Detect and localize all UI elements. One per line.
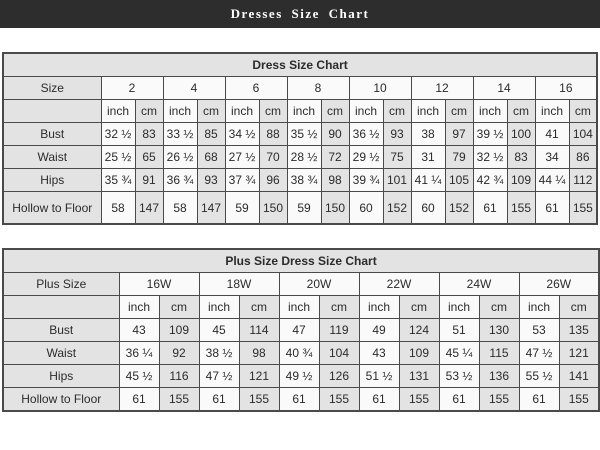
unit-inch-cell: inch [225, 100, 259, 123]
measurement-label: Hips [3, 365, 119, 388]
size-header-cell: 10 [349, 77, 411, 100]
value-cell: 61 [119, 388, 159, 412]
value-cell: 98 [239, 342, 279, 365]
value-cell: 55 ½ [519, 365, 559, 388]
value-cell: 155 [159, 388, 199, 412]
value-cell: 109 [507, 169, 535, 192]
value-cell: 35 ½ [287, 123, 321, 146]
value-cell: 155 [479, 388, 519, 412]
value-cell: 114 [239, 319, 279, 342]
value-cell: 61 [473, 192, 507, 225]
size-header-cell: 26W [519, 273, 599, 296]
value-cell: 92 [159, 342, 199, 365]
value-cell: 141 [559, 365, 599, 388]
value-cell: 155 [507, 192, 535, 225]
size-header-cell: 22W [359, 273, 439, 296]
table-row [3, 388, 599, 412]
value-cell: 29 ½ [349, 146, 383, 169]
value-cell: 61 [535, 192, 569, 225]
value-cell: 86 [569, 146, 597, 169]
value-cell: 47 [279, 319, 319, 342]
measurement-label: Bust [3, 319, 119, 342]
value-cell: 155 [319, 388, 359, 412]
value-cell: 60 [411, 192, 445, 225]
value-cell: 58 [163, 192, 197, 225]
measurement-label: Bust [3, 123, 101, 146]
value-cell: 135 [559, 319, 599, 342]
value-cell: 61 [199, 388, 239, 412]
value-cell: 27 ½ [225, 146, 259, 169]
value-cell: 91 [135, 169, 163, 192]
value-cell: 126 [319, 365, 359, 388]
value-cell: 147 [135, 192, 163, 225]
size-header-cell: 14 [473, 77, 535, 100]
value-cell: 41 ¼ [411, 169, 445, 192]
value-cell: 61 [279, 388, 319, 412]
value-cell: 155 [399, 388, 439, 412]
value-cell: 119 [319, 319, 359, 342]
value-cell: 43 [359, 342, 399, 365]
unit-inch-cell: inch [163, 100, 197, 123]
value-cell: 121 [559, 342, 599, 365]
value-cell: 58 [101, 192, 135, 225]
value-cell: 41 [535, 123, 569, 146]
size-header-cell: 8 [287, 77, 349, 100]
value-cell: 72 [321, 146, 349, 169]
size-header-cell: 6 [225, 77, 287, 100]
value-cell: 70 [259, 146, 287, 169]
value-cell: 36 ¼ [119, 342, 159, 365]
unit-cm-cell: cm [239, 296, 279, 319]
size-header-cell: 24W [439, 273, 519, 296]
value-cell: 88 [259, 123, 287, 146]
value-cell: 37 ¾ [225, 169, 259, 192]
unit-cm-cell: cm [159, 296, 199, 319]
value-cell: 31 [411, 146, 445, 169]
value-cell: 85 [197, 123, 225, 146]
page-title: Dresses Size Chart [230, 6, 370, 21]
unit-header-row [3, 100, 597, 123]
size-header-cell: 16W [119, 273, 199, 296]
unit-inch-cell: inch [473, 100, 507, 123]
value-cell: 38 ¾ [287, 169, 321, 192]
unit-cm-cell: cm [479, 296, 519, 319]
unit-cm-cell: cm [259, 100, 287, 123]
value-cell: 49 [359, 319, 399, 342]
value-cell: 98 [321, 169, 349, 192]
value-cell: 130 [479, 319, 519, 342]
value-cell: 101 [383, 169, 411, 192]
value-cell: 150 [259, 192, 287, 225]
unit-inch-cell: inch [279, 296, 319, 319]
value-cell: 100 [507, 123, 535, 146]
value-cell: 83 [135, 123, 163, 146]
value-cell: 131 [399, 365, 439, 388]
value-cell: 79 [445, 146, 473, 169]
value-cell: 51 [439, 319, 479, 342]
measurement-label: Waist [3, 342, 119, 365]
unit-inch-cell: inch [411, 100, 445, 123]
measurement-label: Hollow to Floor [3, 192, 101, 225]
value-cell: 33 ½ [163, 123, 197, 146]
value-cell: 53 [519, 319, 559, 342]
size-header-cell: 4 [163, 77, 225, 100]
value-cell: 152 [445, 192, 473, 225]
value-cell: 61 [359, 388, 399, 412]
size-charts-section [0, 52, 600, 412]
value-cell: 36 ¾ [163, 169, 197, 192]
value-cell: 155 [239, 388, 279, 412]
table-row [3, 169, 597, 192]
value-cell: 47 ½ [199, 365, 239, 388]
unit-inch-cell: inch [199, 296, 239, 319]
value-cell: 59 [287, 192, 321, 225]
dress-size-chart-table [2, 52, 598, 225]
measurement-label: Hollow to Floor [3, 388, 119, 412]
table-row [3, 365, 599, 388]
size-header-cell: 20W [279, 273, 359, 296]
value-cell: 136 [479, 365, 519, 388]
value-cell: 45 ¼ [439, 342, 479, 365]
value-cell: 42 ¾ [473, 169, 507, 192]
value-cell: 26 ½ [163, 146, 197, 169]
value-cell: 32 ½ [473, 146, 507, 169]
unit-cm-cell: cm [507, 100, 535, 123]
unit-cm-cell: cm [321, 100, 349, 123]
unit-cm-cell: cm [135, 100, 163, 123]
size-header-cell: 16 [535, 77, 597, 100]
value-cell: 34 [535, 146, 569, 169]
unit-cm-cell: cm [383, 100, 411, 123]
value-cell: 105 [445, 169, 473, 192]
size-header-cell: 18W [199, 273, 279, 296]
value-cell: 93 [383, 123, 411, 146]
value-cell: 60 [349, 192, 383, 225]
size-header-row [3, 273, 599, 296]
value-cell: 104 [319, 342, 359, 365]
value-cell: 83 [507, 146, 535, 169]
value-cell: 38 ½ [199, 342, 239, 365]
value-cell: 155 [559, 388, 599, 412]
header-banner [0, 0, 600, 28]
value-cell: 34 ½ [225, 123, 259, 146]
value-cell: 49 ½ [279, 365, 319, 388]
unit-inch-cell: inch [349, 100, 383, 123]
value-cell: 115 [479, 342, 519, 365]
unit-cm-cell: cm [559, 296, 599, 319]
value-cell: 59 [225, 192, 259, 225]
unit-cm-cell: cm [445, 100, 473, 123]
value-cell: 51 ½ [359, 365, 399, 388]
value-cell: 32 ½ [101, 123, 135, 146]
value-cell: 93 [197, 169, 225, 192]
value-cell: 116 [159, 365, 199, 388]
value-cell: 61 [439, 388, 479, 412]
unit-inch-cell: inch [119, 296, 159, 319]
table-title: Plus Size Dress Size Chart [3, 249, 599, 273]
table-row [3, 342, 599, 365]
value-cell: 109 [159, 319, 199, 342]
value-cell: 75 [383, 146, 411, 169]
value-cell: 152 [383, 192, 411, 225]
size-header-cell: 12 [411, 77, 473, 100]
value-cell: 61 [519, 388, 559, 412]
value-cell: 25 ½ [101, 146, 135, 169]
value-cell: 147 [197, 192, 225, 225]
unit-row-label [3, 296, 119, 319]
size-row-label: Size [3, 77, 101, 100]
value-cell: 36 ½ [349, 123, 383, 146]
measurement-label: Hips [3, 169, 101, 192]
value-cell: 90 [321, 123, 349, 146]
unit-inch-cell: inch [439, 296, 479, 319]
table-row [3, 319, 599, 342]
table-row [3, 123, 597, 146]
size-header-cell: 2 [101, 77, 163, 100]
unit-header-row [3, 296, 599, 319]
value-cell: 45 [199, 319, 239, 342]
value-cell: 68 [197, 146, 225, 169]
value-cell: 28 ½ [287, 146, 321, 169]
unit-inch-cell: inch [359, 296, 399, 319]
measurement-label: Waist [3, 146, 101, 169]
value-cell: 53 ½ [439, 365, 479, 388]
unit-inch-cell: inch [535, 100, 569, 123]
value-cell: 109 [399, 342, 439, 365]
unit-inch-cell: inch [287, 100, 321, 123]
table-row [3, 192, 597, 225]
unit-cm-cell: cm [569, 100, 597, 123]
value-cell: 121 [239, 365, 279, 388]
value-cell: 43 [119, 319, 159, 342]
unit-cm-cell: cm [399, 296, 439, 319]
table-title-row [3, 249, 599, 273]
unit-cm-cell: cm [197, 100, 225, 123]
value-cell: 96 [259, 169, 287, 192]
value-cell: 112 [569, 169, 597, 192]
value-cell: 45 ½ [119, 365, 159, 388]
value-cell: 104 [569, 123, 597, 146]
unit-row-label [3, 100, 101, 123]
value-cell: 39 ¾ [349, 169, 383, 192]
value-cell: 155 [569, 192, 597, 225]
size-row-label: Plus Size [3, 273, 119, 296]
value-cell: 97 [445, 123, 473, 146]
unit-cm-cell: cm [319, 296, 359, 319]
value-cell: 150 [321, 192, 349, 225]
value-cell: 40 ¾ [279, 342, 319, 365]
table-title: Dress Size Chart [3, 53, 597, 77]
value-cell: 44 ¼ [535, 169, 569, 192]
size-header-row [3, 77, 597, 100]
value-cell: 35 ¾ [101, 169, 135, 192]
table-title-row [3, 53, 597, 77]
value-cell: 47 ½ [519, 342, 559, 365]
value-cell: 38 [411, 123, 445, 146]
unit-inch-cell: inch [519, 296, 559, 319]
value-cell: 39 ½ [473, 123, 507, 146]
value-cell: 65 [135, 146, 163, 169]
table-row [3, 146, 597, 169]
plus-size-dress-size-chart-table [2, 248, 600, 412]
value-cell: 124 [399, 319, 439, 342]
unit-inch-cell: inch [101, 100, 135, 123]
